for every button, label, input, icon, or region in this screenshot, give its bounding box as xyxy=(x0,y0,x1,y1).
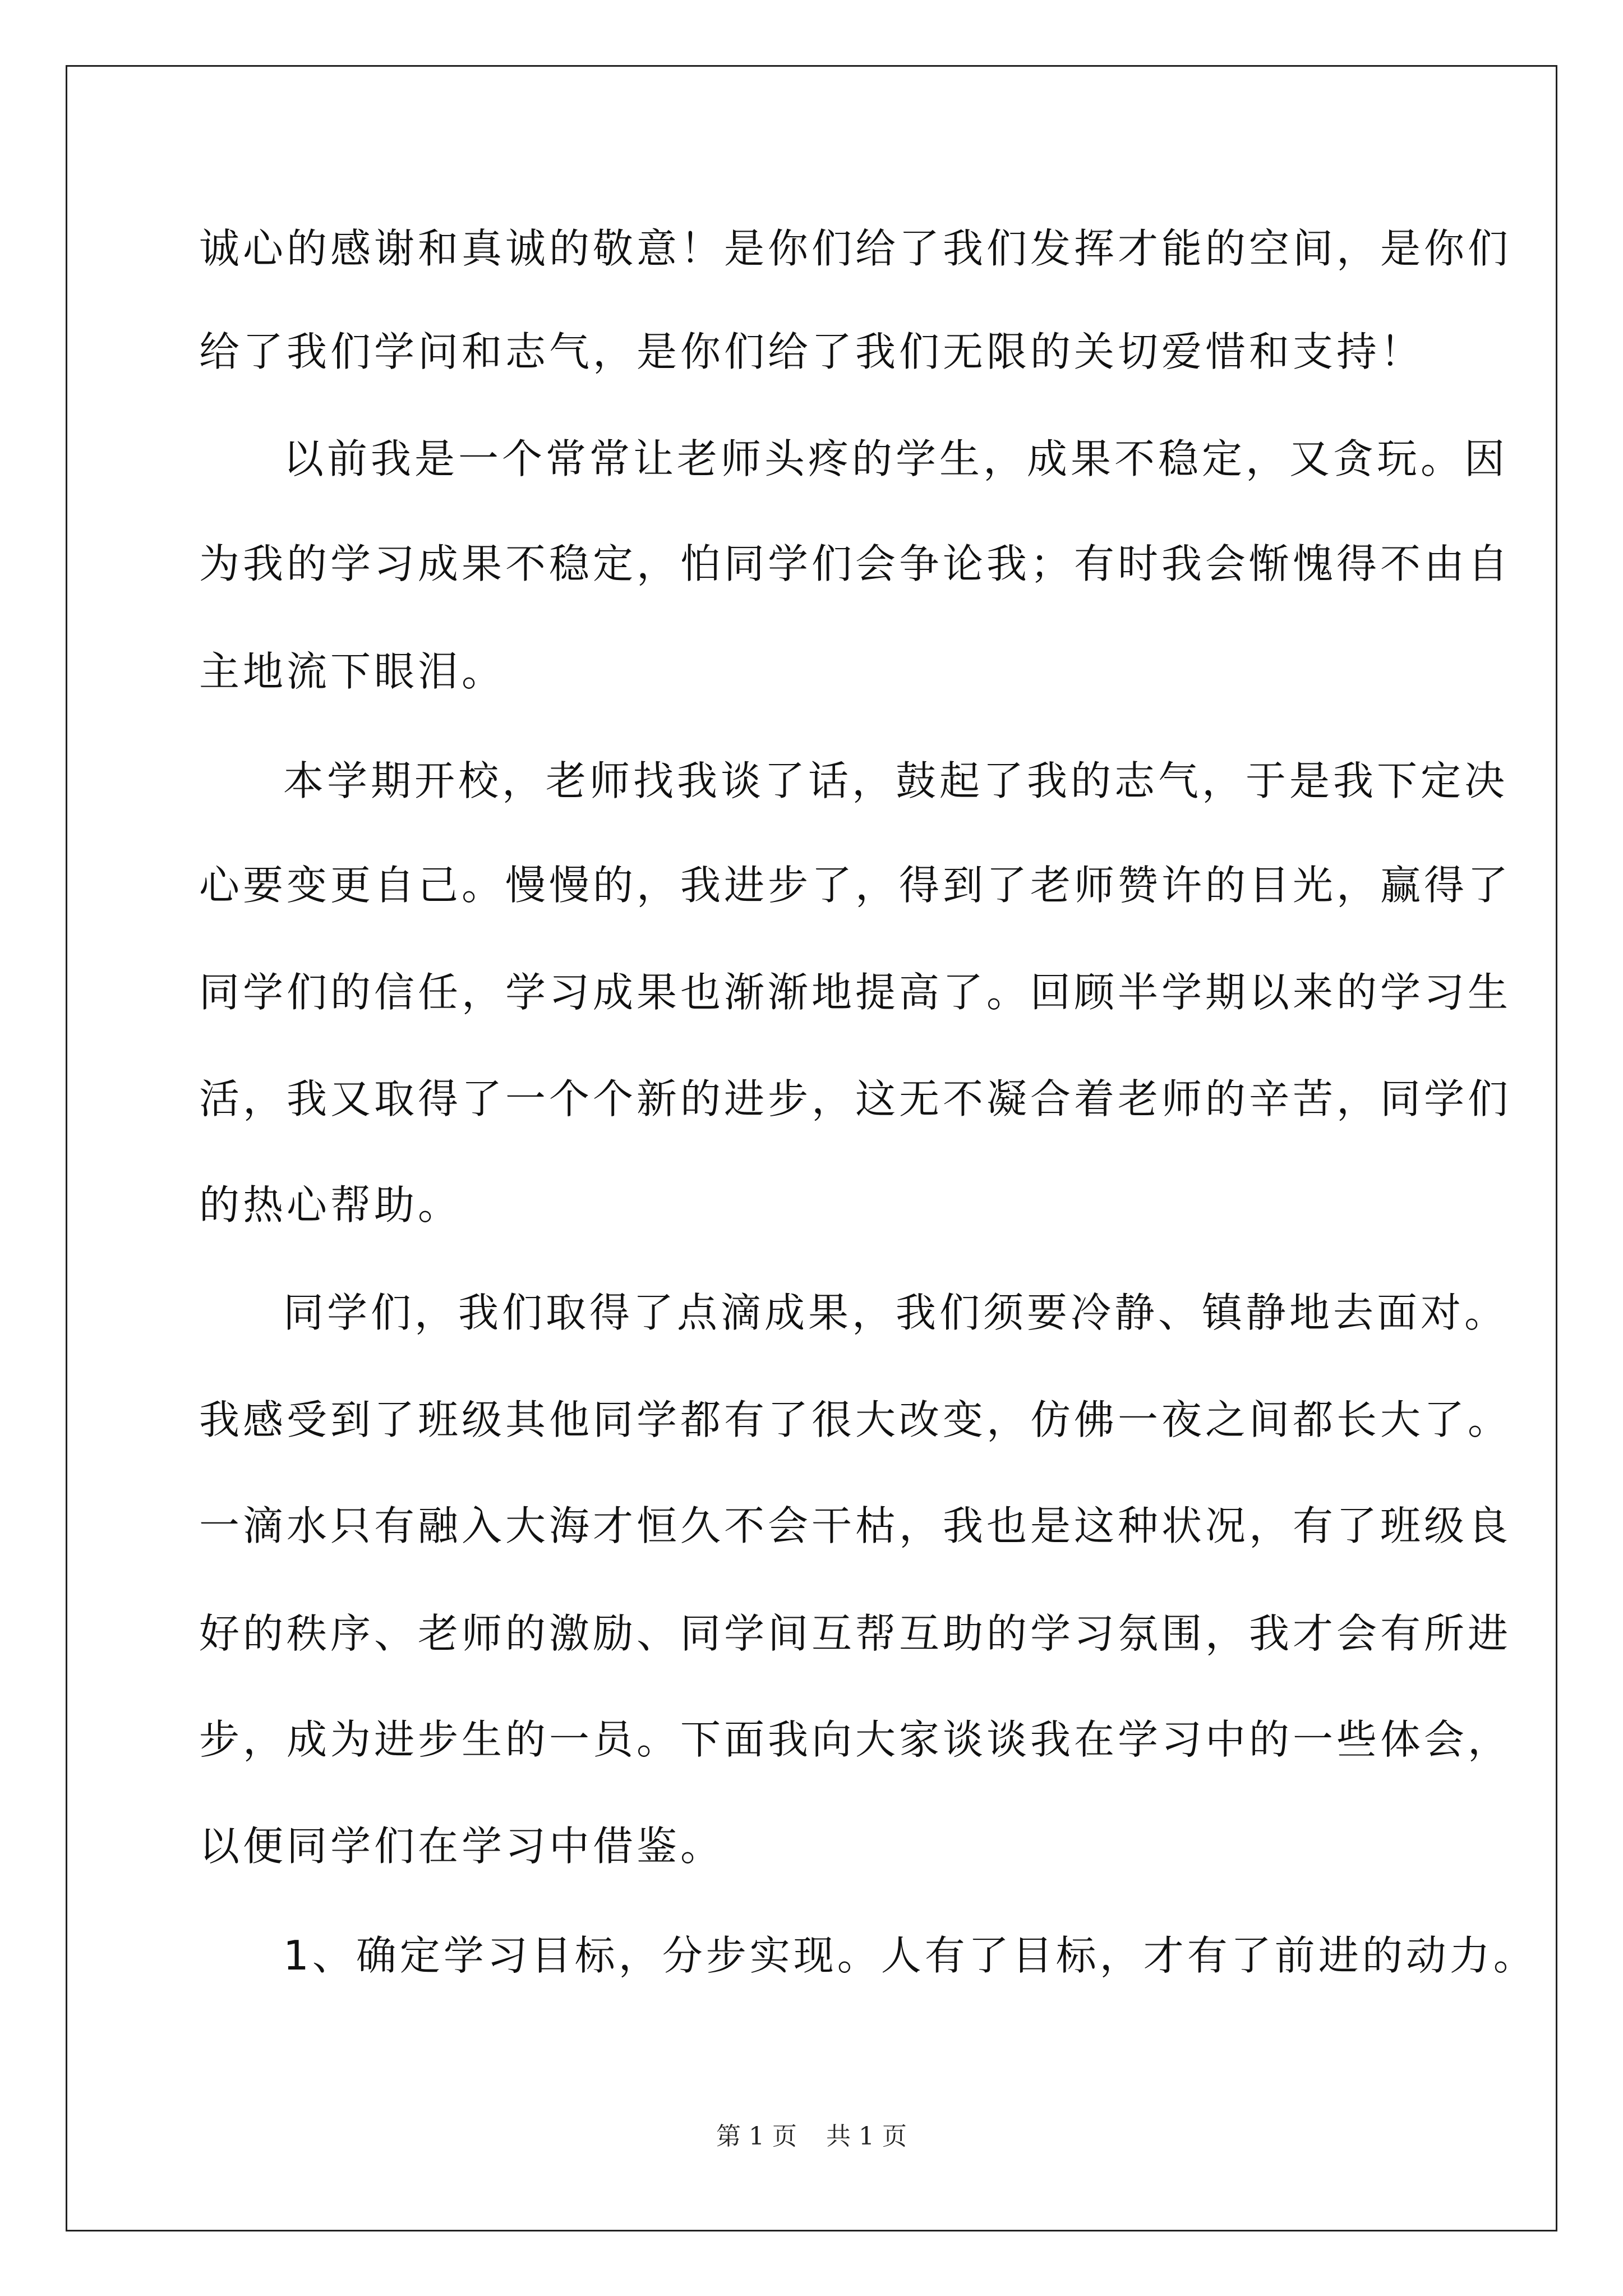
page-footer xyxy=(0,2117,1623,2156)
text-line: 的热心帮助。 xyxy=(199,1181,462,1228)
page-number-current: 第 1 页 xyxy=(716,2122,797,2151)
text-line: 心要变更自己。慢慢的，我进步了，得到了老师赞许的目光，赢得了 xyxy=(199,862,1512,909)
text-line: 给了我们学问和志气，是你们给了我们无限的关切爱惜和支持！ xyxy=(199,328,1424,375)
text-line: 好的秩序、老师的激励、同学间互帮互助的学习氛围，我才会有所进 xyxy=(199,1610,1512,1657)
page-number-total: 共 1 页 xyxy=(826,2122,907,2151)
paragraph-start-line: 本学期开校，老师找我谈了话，鼓起了我的志气，于是我下定决 xyxy=(283,757,1509,804)
paragraph-start-line: 以前我是一个常常让老师头疼的学生，成果不稳定，又贪玩。因 xyxy=(283,435,1509,482)
paragraph-start-line: 1、确定学习目标，分步实现。人有了目标，才有了前进的动力。 xyxy=(283,1932,1537,1979)
text-line: 同学们的信任，学习成果也渐渐地提高了。回顾半学期以来的学习生 xyxy=(199,969,1512,1016)
text-line: 以便同学们在学习中借鉴。 xyxy=(199,1823,725,1870)
text-line: 我感受到了班级其他同学都有了很大改变，仿佛一夜之间都长大了。 xyxy=(199,1396,1512,1443)
paragraph-start-line: 同学们，我们取得了点滴成果，我们须要冷静、镇静地去面对。 xyxy=(283,1289,1509,1336)
text-line: 一滴水只有融入大海才恒久不会干枯，我也是这种状况，有了班级良 xyxy=(199,1502,1512,1549)
text-line: 主地流下眼泪。 xyxy=(199,648,506,695)
text-line: 活，我又取得了一个个新的进步，这无不凝合着老师的辛苦，同学们 xyxy=(199,1075,1512,1122)
text-line: 为我的学习成果不稳定，怕同学们会争论我；有时我会惭愧得不由自 xyxy=(199,540,1512,587)
text-line: 步，成为进步生的一员。下面我向大家谈谈我在学习中的一些体会， xyxy=(199,1716,1512,1763)
text-line: 诚心的感谢和真诚的敬意！是你们给了我们发挥才能的空间，是你们 xyxy=(199,225,1512,272)
page-border xyxy=(66,65,1557,2231)
